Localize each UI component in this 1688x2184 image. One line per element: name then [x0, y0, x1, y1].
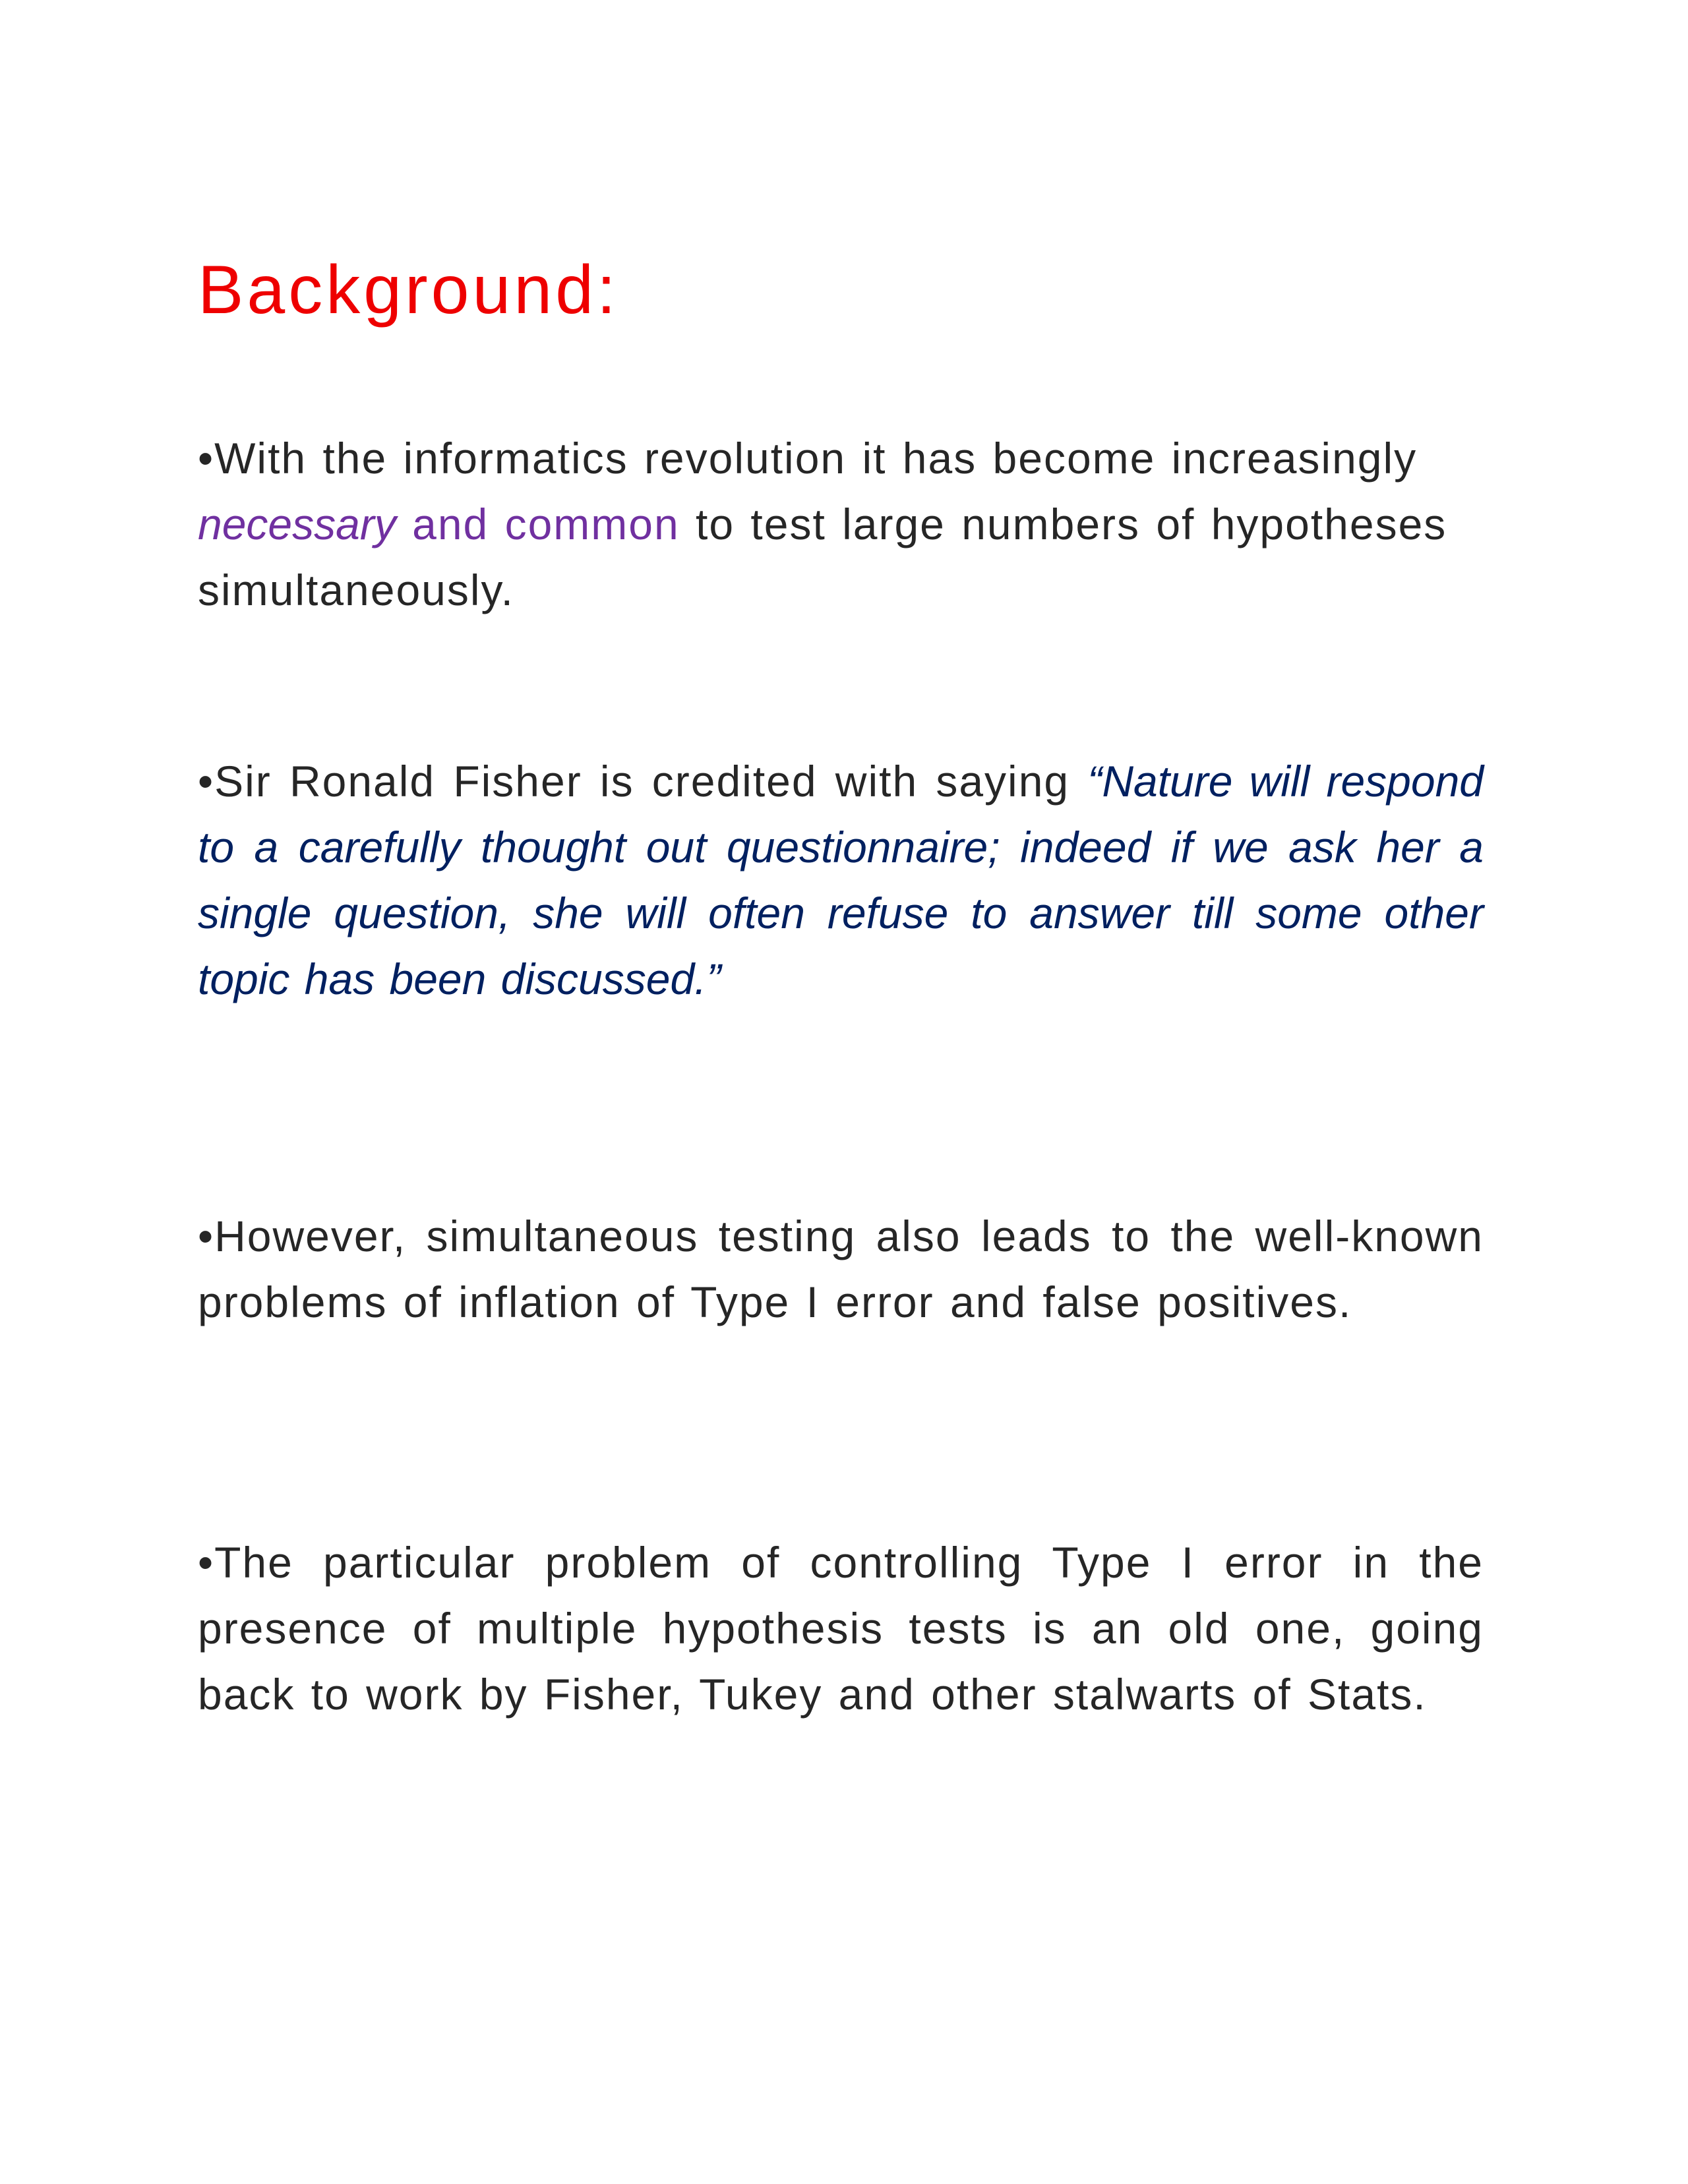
- bullet-informatics-tail: to test large numbers of hypotheses simultaneously.: [198, 500, 1447, 614]
- bullet-informatics: [198, 425, 1484, 623]
- page-title: Background:: [198, 252, 619, 328]
- fisher-quote: “Nature will respond to a carefully thought out questionnaire; indeed if we ask her a single question, she will often refuse to answer till some other topic has been discussed.”: [198, 757, 1484, 1003]
- highlight-common: and common: [396, 500, 680, 548]
- bullet-fisher-lead: •Sir Ronald Fisher is credited with saying: [198, 757, 1088, 806]
- bullet-informatics-lead: •With the informatics revolution it has become increasingly: [198, 434, 1418, 483]
- emphasis-necessary: necessary: [198, 500, 396, 548]
- bullet-fisher-quote: [198, 748, 1484, 1012]
- bullet-type-one-error: •The particular problem of controlling Type I error in the presence of multiple hypothesis tests is an old one, going back to work by Fisher, Tukey and other stalwarts of Stats.: [198, 1538, 1484, 1719]
- slide-content: [198, 251, 1484, 1719]
- bullet-simultaneous-testing: •However, simultaneous testing also leads to the well-known problems of inflation of Type I error and false positives.: [198, 1212, 1484, 1326]
